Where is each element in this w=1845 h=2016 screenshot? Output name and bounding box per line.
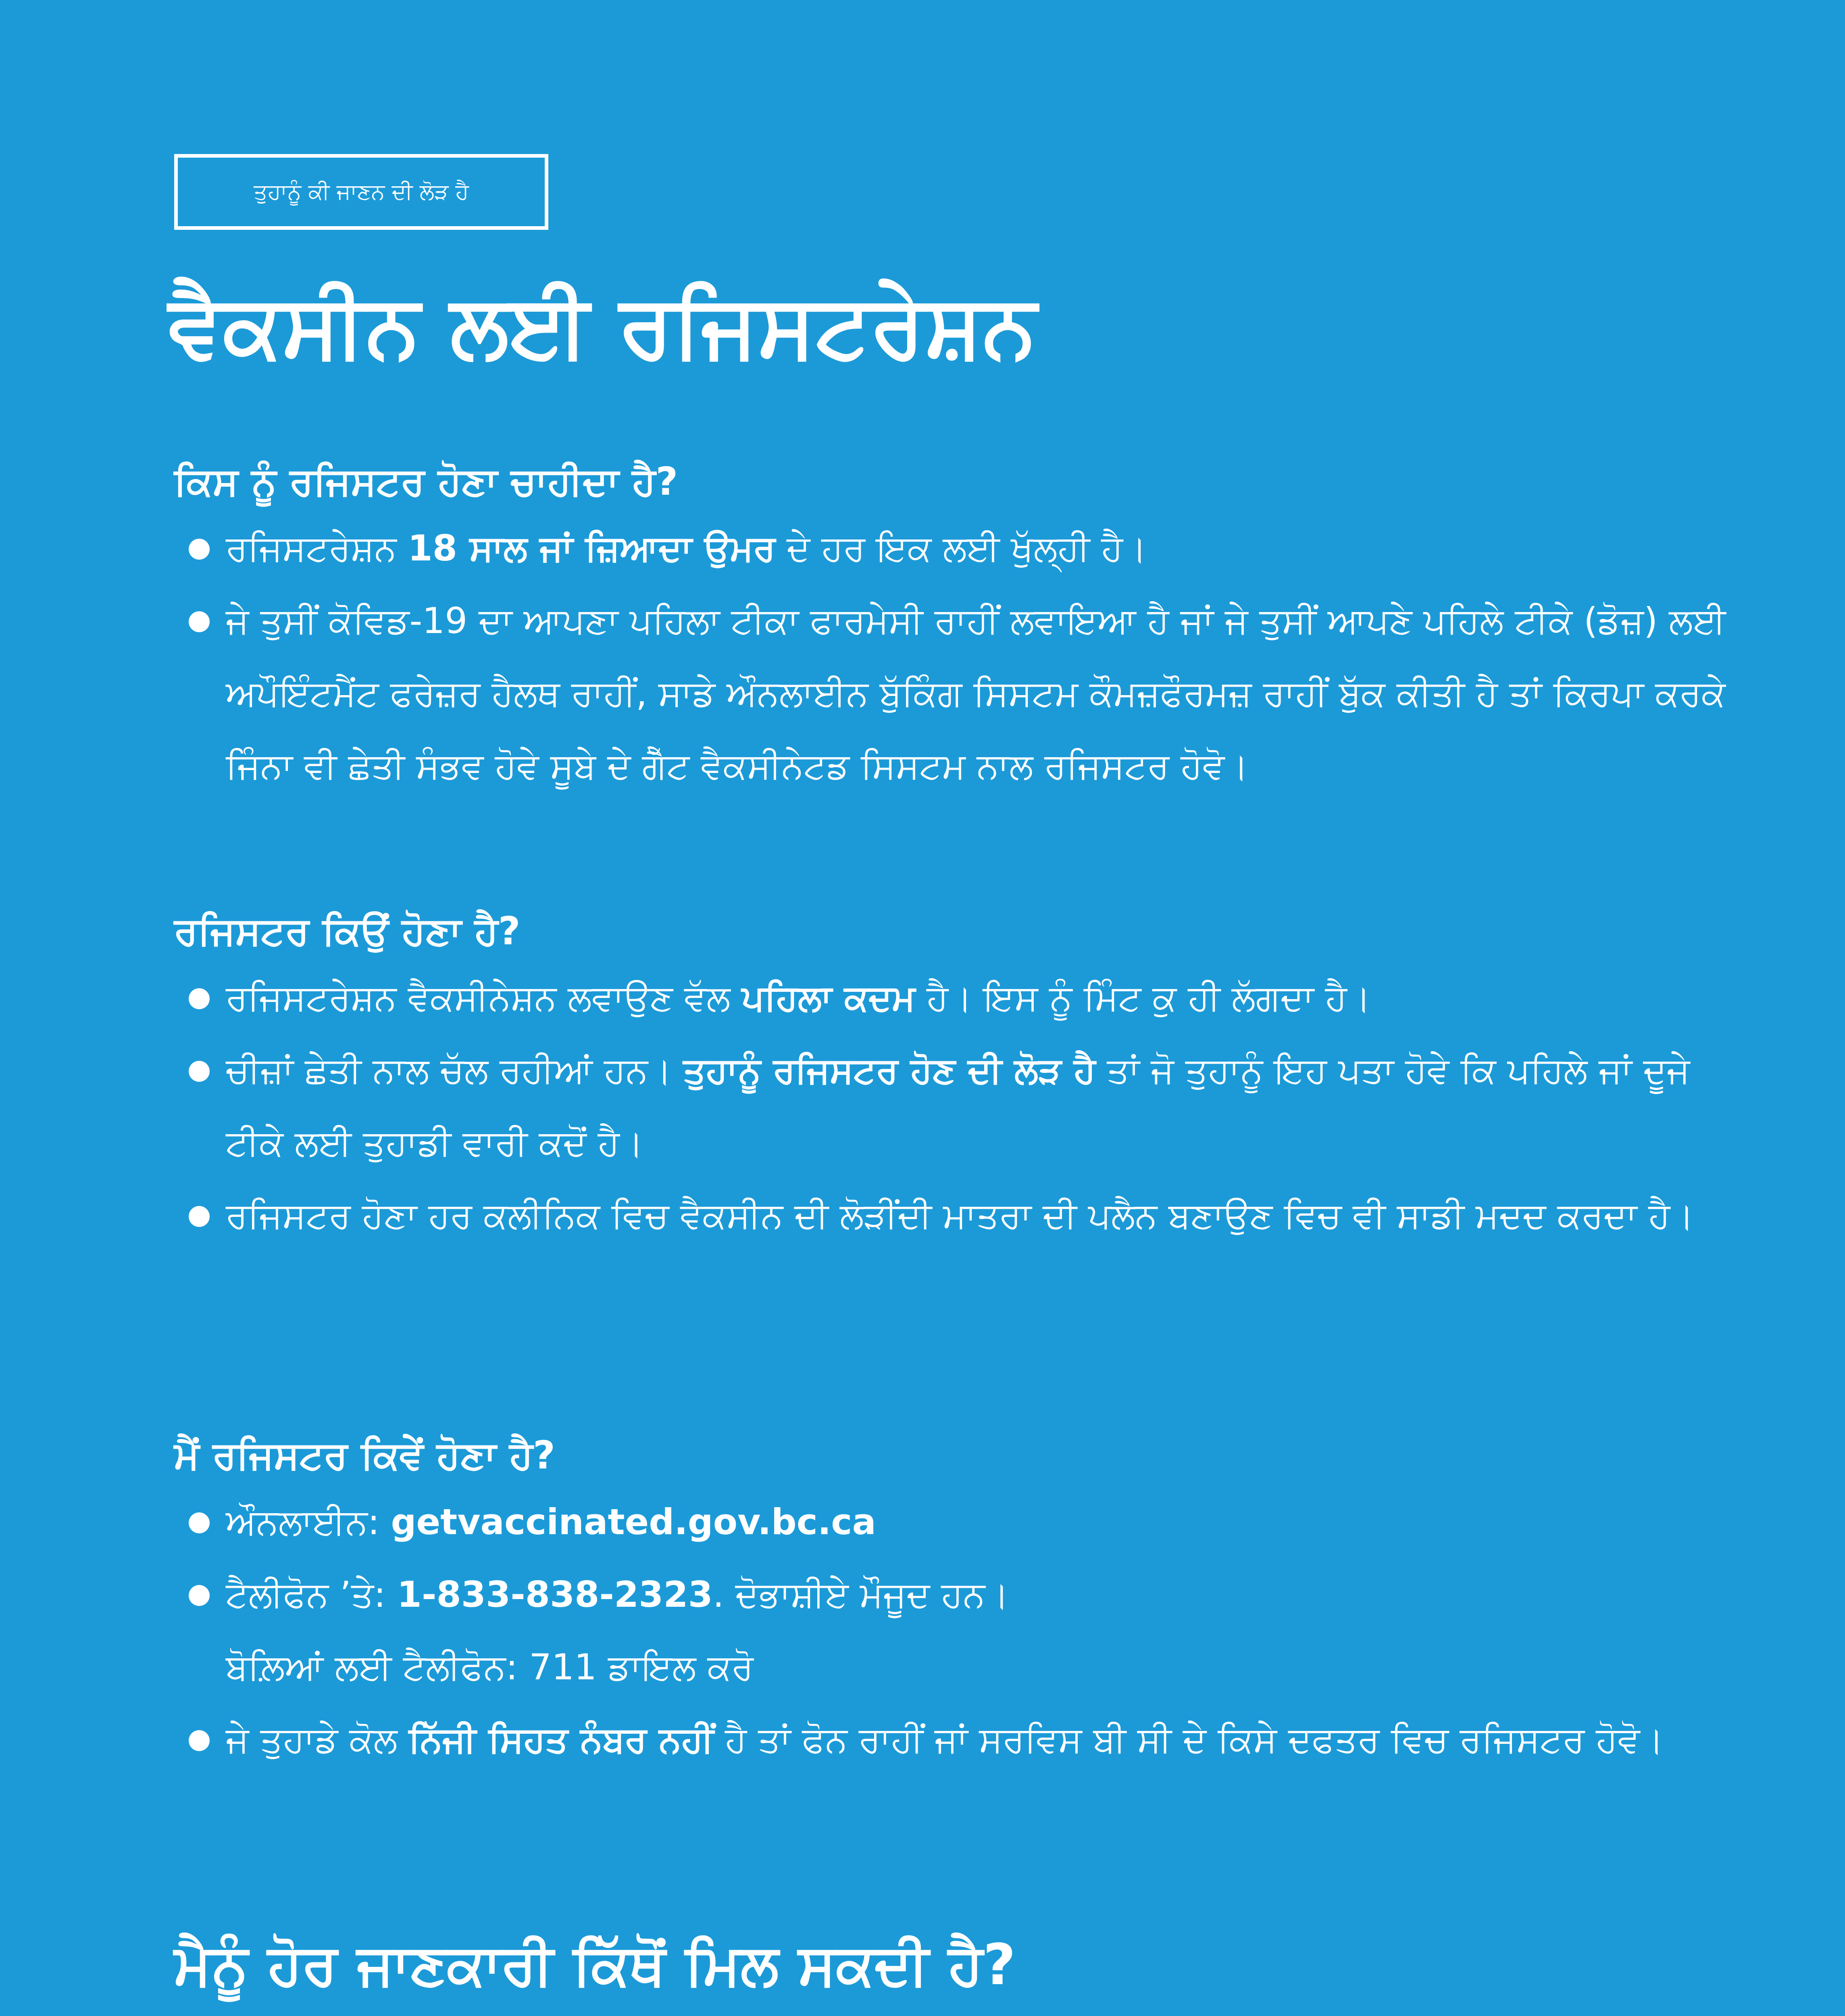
bullet-text: ਦੇ ਹਰ ਇਕ ਲਈ ਖੁੱਲ੍ਹੀ ਹੈ।: [775, 527, 1147, 569]
bullet-text: ਜੇ ਤੁਸੀਂ ਕੋਵਿਡ-19 ਦਾ ਆਪਣਾ ਪਹਿਲਾ ਟੀਕਾ ਫਾਰਮੇਸੀ ਰਾਹੀਂ ਲਵਾਇਆ ਹੈ ਜਾਂ ਜੇ ਤੁਸੀਂ ਆਪਣੇ ਪਹਿਲੇ ਟੀਕੇ (ਡੋਜ਼) ਲਈ ਅਪੌਇੰਟਮੈਂਟ ਫਰੇਜ਼ਰ ਹੈਲਥ ਰਾਹੀਂ, ਸਾਡੇ ਔਨਲਾਈਨ ਬੁੱਕਿੰਗ ਸਿਸਟਮ ਕੌਮਜ਼ਫੌਰਮਜ਼ ਰਾਹੀਂ ਬੁੱਕ ਕੀਤੀ ਹੈ ਤਾਂ ਕਿਰਪਾ ਕਰਕੇ ਜਿੰਨਾ ਵੀ ਛੇਤੀ ਸੰਭਵ ਹੋਵੇ ਸੂਬੇ ਦੇ ਗੈੱਟ ਵੈਕਸੀਨੇਟਡ ਸਿਸਟਮ ਨਾਲ ਰਜਿਸਟਰ ਹੋਵੋ।: [226, 600, 1726, 787]
list-item: [174, 1486, 1726, 1558]
bullet-bold-text: ਪਹਿਲਾ ਕਦਮ: [741, 977, 916, 1018]
bullet-text: ਰਜਿਸਟਰੇਸ਼ਨ: [226, 527, 408, 569]
bullet-text: ਹੈ ਤਾਂ ਫੋਨ ਰਾਹੀਂ ਜਾਂ ਸਰਵਿਸ ਬੀ ਸੀ ਦੇ ਕਿਸੇ ਦਫਤਰ ਵਿਚ ਰਜਿਸਟਰ ਹੋਵੋ।: [714, 1719, 1664, 1760]
bullet-text: ਤਾਂ ਜੋ ਤੁਹਾਨੂੰ ਇਹ ਪਤਾ ਹੋਵੇ ਕਿ ਪਹਿਲੇ ਜਾਂ ਦੂਜੇ ਟੀਕੇ ਲਈ ਤੁਹਾਡੀ ਵਾਰੀ ਕਦੋਂ ਹੈ।: [226, 1050, 1690, 1164]
page-title: ਵੈਕਸੀਨ ਲਈ ਰਜਿਸਟਰੇਸ਼ਨ: [169, 275, 1037, 377]
section-how-heading: ਮੈਂ ਰਜਿਸਟਰ ਕਿਵੇਂ ਹੋਣਾ ਹੈ?: [174, 1433, 556, 1478]
online-link[interactable]: getvaccinated.gov.bc.ca: [391, 1501, 876, 1543]
more-info-heading: ਮੈਨੂੰ ਹੋਰ ਜਾਣਕਾਰੀ ਕਿੱਥੋਂ ਮਿਲ ਸਕਦੀ ਹੈ?: [174, 1932, 1016, 1998]
list-item: [174, 962, 1726, 1034]
bullet-text: ਰਜਿਸਟਰ ਹੋਣਾ ਹਰ ਕਲੀਨਿਕ ਵਿਚ ਵੈਕਸੀਨ ਦੀ ਲੋੜੀਂਦੀ ਮਾਤਰਾ ਦੀ ਪਲੈਨ ਬਣਾਉਣ ਵਿਚ ਵੀ ਸਾਡੀ ਮਦਦ ਕਰਦਾ ਹੈ।: [226, 1195, 1694, 1236]
section-how-list: [174, 1486, 1726, 1776]
bullet-bold-text: ਨਿੱਜੀ ਸਿਹਤ ਨੰਬਰ ਨਹੀਂ: [408, 1719, 714, 1760]
list-item: [174, 585, 1726, 802]
bullet-text: ਹੈ। ਇਸ ਨੂੰ ਮਿੰਟ ਕੁ ਹੀ ਲੱਗਦਾ ਹੈ।: [915, 977, 1371, 1018]
section-why: [174, 901, 1726, 1252]
bullet-bold-text: ਤੁਹਾਨੂੰ ਰਜਿਸਟਰ ਹੋਣ ਦੀ ਲੋੜ ਹੈ: [683, 1050, 1096, 1091]
tty-note: ਬੋਲ਼ਿਆਂ ਲਈ ਟੈਲੀਫੋਨ: 711 ਡਾਇਲ ਕਰੋ: [226, 1646, 754, 1688]
bullet-text: ਰਜਿਸਟਰੇਸ਼ਨ ਵੈਕਸੀਨੇਸ਼ਨ ਲਵਾਉਣ ਵੱਲ: [226, 977, 742, 1018]
online-label: ਔਨਲਾਈਨ:: [226, 1501, 391, 1543]
list-item: [174, 1034, 1726, 1179]
section-who-heading: ਕਿਸ ਨੂੰ ਰਜਿਸਟਰ ਹੋਣਾ ਚਾਹੀਦਾ ਹੈ?: [174, 460, 678, 504]
bullet-text: ਜੇ ਤੁਹਾਡੇ ਕੋਲ: [226, 1719, 409, 1760]
header-tag-text: ਤੁਹਾਨੂੰ ਕੀ ਜਾਣਨ ਦੀ ਲੋੜ ਹੈ: [254, 179, 469, 204]
bullet-bold-text: 18 ਸਾਲ ਜਾਂ ਜ਼ਿਆਦਾ ਉਮਰ: [408, 527, 776, 569]
list-item: [174, 512, 1726, 585]
section-why-list: [174, 962, 1726, 1252]
header-tag: [174, 154, 548, 230]
list-item: [174, 1179, 1726, 1252]
list-item: [174, 1558, 1726, 1704]
phone-label: ਟੈਲੀਫੋਨ ’ਤੇ:: [226, 1574, 397, 1615]
bullet-text: ਚੀਜ਼ਾਂ ਛੇਤੀ ਨਾਲ ਚੱਲ ਰਹੀਆਂ ਹਨ।: [226, 1050, 683, 1091]
section-who: [174, 452, 1726, 802]
phone-note: . ਦੋਭਾਸ਼ੀਏ ਮੌਜੂਦ ਹਨ।: [712, 1574, 1009, 1615]
phone-number[interactable]: 1-833-838-2323: [397, 1574, 713, 1615]
section-how: [174, 1425, 1726, 1776]
section-who-list: [174, 512, 1726, 802]
section-why-heading: ਰਜਿਸਟਰ ਕਿਉਂ ਹੋਣਾ ਹੈ?: [174, 909, 521, 954]
list-item: [174, 1704, 1726, 1776]
